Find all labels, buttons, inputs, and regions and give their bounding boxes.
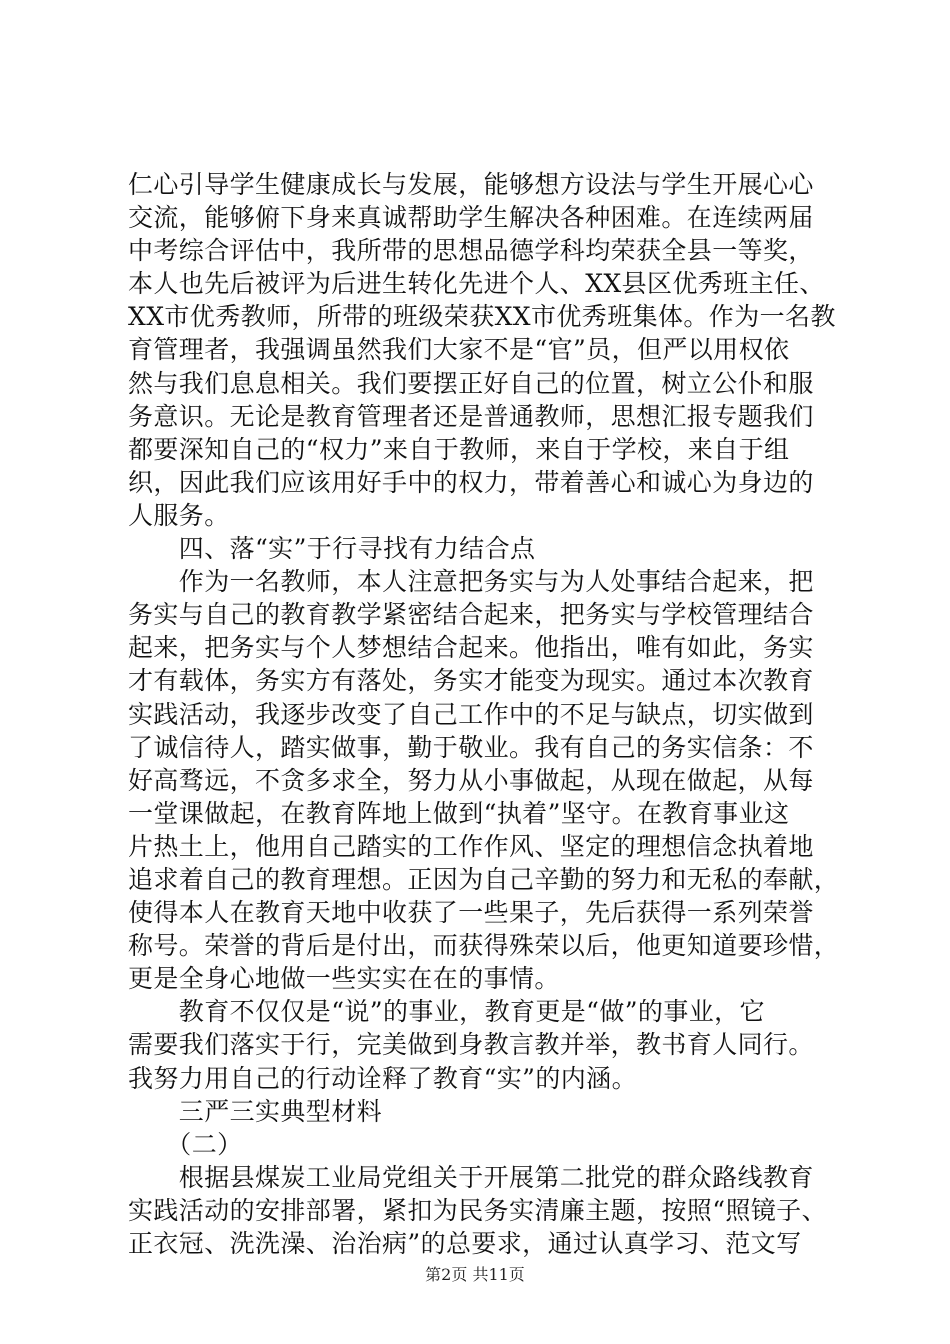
text-line: 织，因此我们应该用好手中的权力，带着善心和诚心为身边的	[128, 467, 814, 497]
section-heading: 三严三实典型材料	[128, 1096, 383, 1126]
text-line: 了诚信待人，踏实做事，勤于敬业。我有自己的务实信条：不	[128, 732, 814, 762]
text-line: 一堂课做起，在教育阵地上做到“执着”坚守。在教育事业这	[128, 798, 790, 828]
text-line: 实践活动的安排部署，紧扣为民务实清廉主题，按照“照镜子、	[128, 1195, 827, 1225]
text-line: 需要我们落实于行，完美做到身教言教并举，教书育人同行。	[128, 1030, 814, 1060]
text-line: 都要深知自己的“权力”来自于教师，来自于学校，来自于组	[128, 434, 790, 464]
text-line: 作为一名教师，本人注意把务实与为人处事结合起来，把	[128, 567, 814, 597]
text-line: 人服务。	[128, 500, 230, 530]
text-line: 仁心引导学生健康成长与发展，能够想方设法与学生开展心心	[128, 170, 814, 199]
text-line: 片热土上，他用自己踏实的工作作风、坚定的理想信念执着地	[128, 831, 814, 861]
text-line: 称号。荣誉的背后是付出，而获得殊荣以后，他更知道要珍惜，	[128, 931, 840, 961]
text-line: 根据县煤炭工业局党组关于开展第二批党的群众路线教育	[128, 1162, 814, 1192]
text-line: 使得本人在教育天地中收获了一些果子，先后获得一系列荣誉	[128, 898, 814, 928]
text-line: 我努力用自己的行动诠释了教育“实”的内涵。	[128, 1063, 637, 1093]
page-footer: 第2页 共11页	[425, 1265, 525, 1284]
section-number: （二）	[128, 1129, 243, 1159]
text-line: 实践活动，我逐步改变了自己工作中的不足与缺点，切实做到	[128, 699, 814, 729]
text-line: 起来，把务实与个人梦想结合起来。他指出，唯有如此，务实	[128, 633, 814, 663]
text-line: XX市优秀教师，所带的班级荣获XX市优秀班集体。作为一名教	[128, 302, 836, 332]
text-line: 育管理者，我强调虽然我们大家不是“官”员，但严以用权依	[128, 335, 790, 365]
text-line: 才有载体，务实方有落处，务实才能变为现实。通过本次教育	[128, 666, 814, 696]
text-line: 追求着自己的教育理想。正因为自己辛勤的努力和无私的奉献，	[128, 864, 840, 894]
text-line: 正衣冠、洗洗澡、治治病”的总要求，通过认真学习、范文写	[128, 1229, 802, 1258]
section-heading: 四、落“实”于行寻找有力结合点	[128, 534, 536, 564]
text-line: 务意识。无论是教育管理者还是普通教师，思想汇报专题我们	[128, 401, 814, 431]
text-line: 然与我们息息相关。我们要摆正好自己的位置，树立公仆和服	[128, 368, 814, 398]
text-line: 本人也先后被评为后进生转化先进个人、XX县区优秀班主任、	[128, 269, 825, 299]
text-line: 交流，能够俯下身来真诚帮助学生解决各种困难。在连续两届	[128, 203, 814, 233]
document-body	[128, 168, 840, 1260]
text-line: 务实与自己的教育教学紧密结合起来，把务实与学校管理结合	[128, 600, 814, 630]
text-line: 教育不仅仅是“说”的事业，教育更是“做”的事业，它	[128, 997, 765, 1027]
text-line: 好高骛远，不贪多求全，努力从小事做起，从现在做起，从每	[128, 765, 814, 795]
text-line: 更是全身心地做一些实实在在的事情。	[128, 964, 560, 994]
text-line: 中考综合评估中，我所带的思想品德学科均荣获全县一等奖，	[128, 236, 814, 266]
